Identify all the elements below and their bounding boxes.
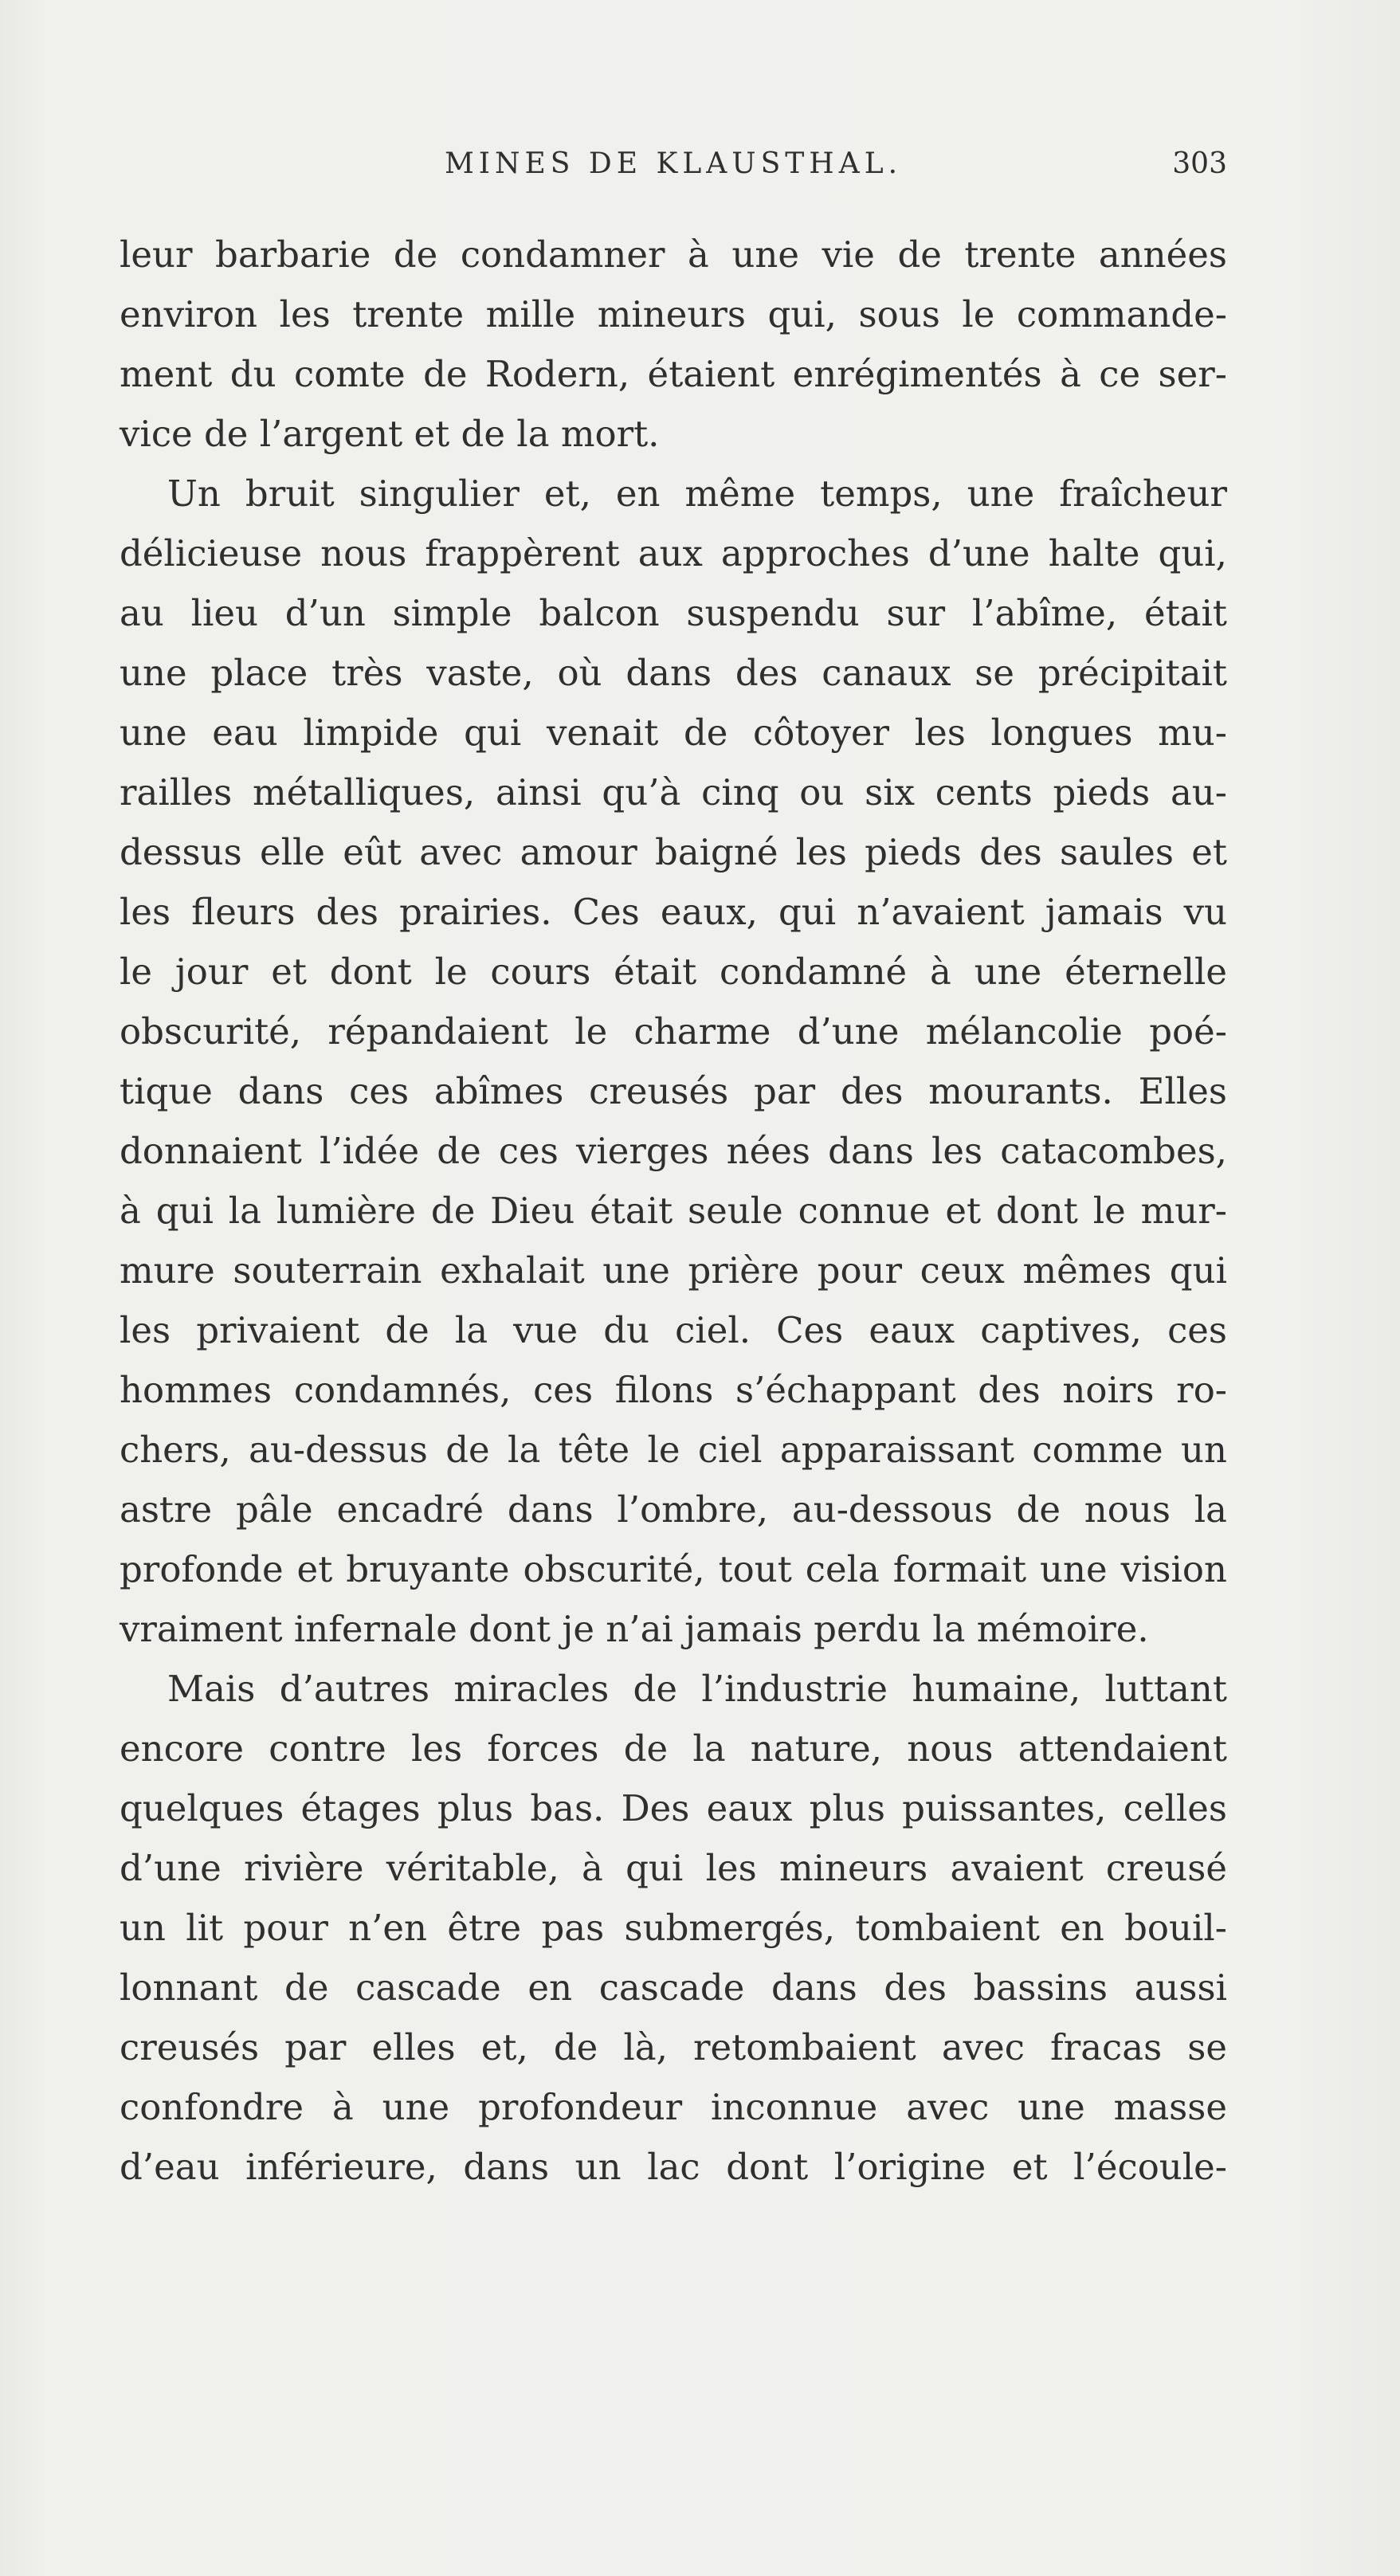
text-line: tique dans ces abîmes creusés par des mourants. Elles	[120, 1070, 1227, 1112]
text-line: d’eau inférieure, dans un lac dont l’origine et l’écoule-	[120, 2146, 1227, 2188]
text-line: donnaient l’idée de ces vierges nées dans les catacombes,	[120, 1130, 1227, 1172]
text-line: encore contre les forces de la nature, nous attendaient	[120, 1727, 1227, 1770]
text-line: hommes condamnés, ces filons s’échappant des noirs ro-	[120, 1369, 1227, 1411]
text-line: railles métalliques, ainsi qu’à cinq ou six cents pieds au-	[120, 771, 1227, 814]
text-line: d’une rivière véritable, à qui les mineurs avaient creusé	[120, 1847, 1227, 1889]
text-line: ment du comte de Rodern, étaient enrégimentés à ce ser-	[120, 353, 1227, 395]
text-line: environ les trente mille mineurs qui, sous le commande-	[120, 293, 1227, 335]
text-line: vraiment infernale dont je n’ai jamais perdu la mémoire.	[120, 1608, 1149, 1650]
text-line: lonnant de cascade en cascade dans des bassins aussi	[120, 1966, 1227, 2009]
text-line: les privaient de la vue du ciel. Ces eaux captives, ces	[120, 1309, 1227, 1351]
paragraph-start-line: Mais d’autres miracles de l’industrie humaine, luttant	[167, 1668, 1227, 1710]
text-line: leur barbarie de condamner à une vie de trente années	[120, 233, 1227, 276]
text-line: astre pâle encadré dans l’ombre, au-dessous de nous la	[120, 1488, 1227, 1531]
text-line: au lieu d’un simple balcon suspendu sur l’abîme, était	[120, 592, 1227, 634]
text-line: chers, au-dessus de la tête le ciel apparaissant comme un	[120, 1429, 1227, 1471]
text-line: à qui la lumière de Dieu était seule connue et dont le mur-	[120, 1190, 1227, 1232]
text-line: délicieuse nous frappèrent aux approches d’une halte qui,	[120, 532, 1227, 574]
text-line: vice de l’argent et de la mort.	[120, 413, 660, 455]
page-number: 303	[1172, 147, 1227, 180]
text-line: creusés par elles et, de là, retombaient avec fracas se	[120, 2026, 1227, 2068]
text-line: dessus elle eût avec amour baigné les pieds des saules et	[120, 831, 1227, 873]
running-title: MINES DE KLAUSTHAL.	[444, 147, 903, 180]
text-line: un lit pour n’en être pas submergés, tombaient en bouil-	[120, 1907, 1227, 1949]
paragraph-start-line: Un bruit singulier et, en même temps, une fraîcheur	[167, 472, 1227, 515]
text-line: confondre à une profondeur inconnue avec une masse	[120, 2086, 1227, 2128]
text-line: le jour et dont le cours était condamné à une éternelle	[120, 951, 1227, 993]
text-line: les fleurs des prairies. Ces eaux, qui n’avaient jamais vu	[120, 891, 1227, 933]
text-line: quelques étages plus bas. Des eaux plus puissantes, celles	[120, 1787, 1227, 1829]
text-line: une place très vaste, où dans des canaux se précipitait	[120, 652, 1227, 694]
text-line: obscurité, répandaient le charme d’une mélancolie poé-	[120, 1010, 1227, 1053]
text-line: profonde et bruyante obscurité, tout cela formait une vision	[120, 1548, 1227, 1590]
text-line: mure souterrain exhalait une prière pour ceux mêmes qui	[120, 1249, 1227, 1292]
text-line: une eau limpide qui venait de côtoyer les longues mu-	[120, 712, 1227, 754]
running-head	[120, 147, 1227, 195]
